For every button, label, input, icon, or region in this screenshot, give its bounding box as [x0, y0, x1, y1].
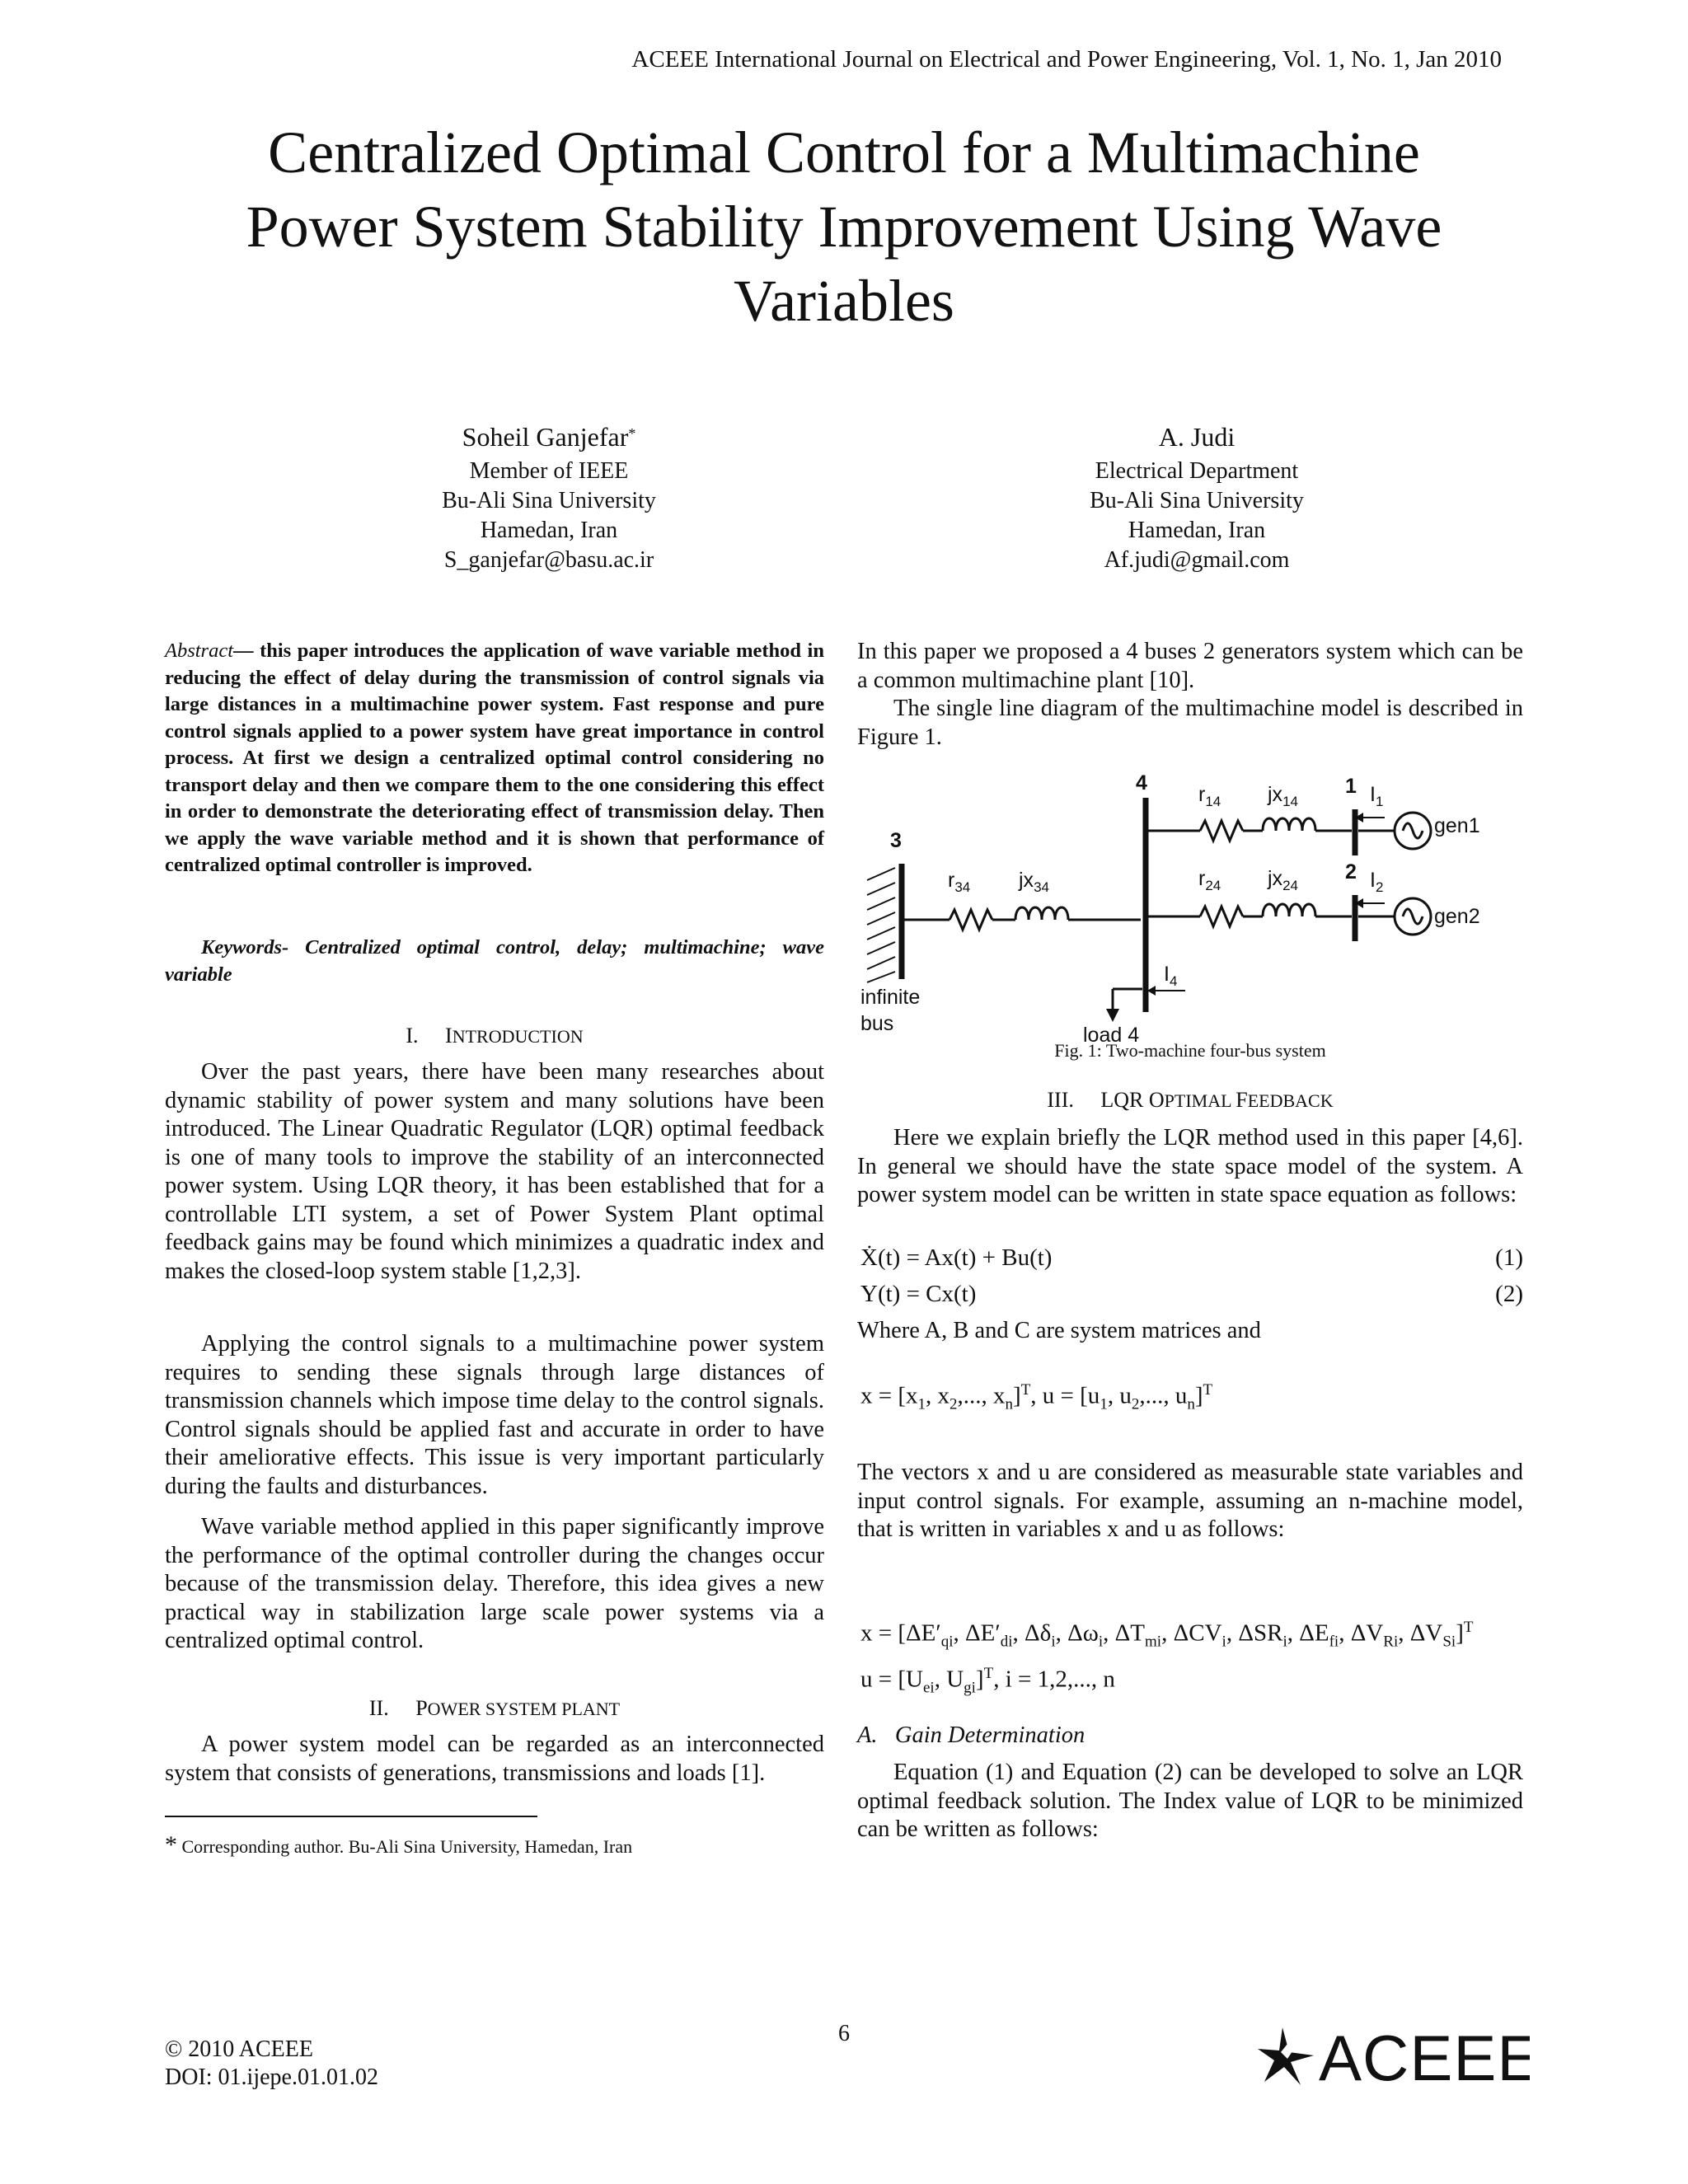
author-block-1 — [302, 422, 796, 575]
author-affiliation: Bu-Ali Sina University — [442, 488, 656, 513]
abstract-lead: Abstract — [165, 640, 234, 662]
equation-state-vector: $x = [\Delta E'_{qi}$, $\Delta E'_{di}$, $\Delta\delta_i$, $\Delta\omega_i$, $\Delta T_{mi}$, $\Delta CV_i$, $\Delta SR_i$, $\Delta E_{fi}$, $\Delta V_{Ri}$, $\Delta V_{Si}]^T$ — [860, 1619, 1474, 1651]
load-arrow — [1106, 1009, 1119, 1022]
inductor-jx34 — [1015, 907, 1068, 920]
footnote: * Corresponding author. Bu-Ali Sina University, Hamedan, Iran — [165, 1831, 633, 1858]
star-icon — [1258, 2027, 1314, 2085]
gain-paragraph: Equation (1) and Equation (2) can be developed to solve an LQR optimal feedback solution. The Index value of LQR to be minimized can be written as follows: — [857, 1760, 1523, 1842]
equation-input-vector: $u = [U_{ei}$, $U_{gi}]^T$, i = 1,2,..., n — [860, 1665, 1115, 1697]
label-bus: bus — [860, 1012, 894, 1035]
author-name: A. Judi — [1158, 422, 1236, 452]
abstract — [165, 638, 824, 879]
author-email: S_ganjefar@basu.ac.ir — [443, 547, 654, 573]
infinite-bus-hatch — [867, 868, 895, 982]
keywords: Keywords- Centralized optimal control, delay; multimachine; wave variable — [165, 936, 824, 986]
label-r14: $r_{14}$ — [1198, 783, 1221, 809]
author-block-2 — [950, 422, 1444, 575]
paper-title — [165, 115, 1523, 338]
equation-2: Y(t) = Cx(t) — [860, 1281, 977, 1307]
right-intro-paragraph-1: In this paper we proposed a 4 buses 2 generators system which can be a common multimachine plant [10]. — [857, 639, 1523, 693]
running-header: ACEEE International Journal on Electrical and Power Engineering, Vol. 1, No. 1, Jan 2010 — [631, 46, 1502, 73]
intro-paragraph-3: Wave variable method applied in this paper significantly improve the performance of the optimal controller during the changes occur because of the transmission delay. Therefore, this idea gives a new practical way in stabilization large scale power systems via a centralized optimal control. — [165, 1514, 824, 1653]
section-heading-plant: II. POWER SYSTEM PLANT — [368, 1696, 621, 1720]
equation-2-number: (2) — [1495, 1281, 1523, 1307]
plant-paragraph: A power system model can be regarded as an interconnected system that consists of generations, transmissions and loads [1]. — [165, 1732, 824, 1786]
vectors-paragraph: The vectors x and u are considered as measurable state variables and input control signals. For example, assuming an n-machine model, that is written in variables x and u as follows: — [857, 1460, 1523, 1542]
aceee-logo-mark — [1258, 2019, 1530, 2090]
title-line: Power System Stability Improvement Using Wave — [246, 194, 1442, 260]
figure-1-caption: Fig. 1: Two-machine four-bus system — [1054, 1040, 1326, 1061]
equation-1-number: (1) — [1495, 1244, 1523, 1271]
author-mark: * — [628, 425, 636, 442]
label-i4: $I_4$ — [1164, 963, 1178, 989]
lqr-paragraph: Here we explain briefly the LQR method used in this paper [4,6]. In general we should have the state space model of the system. A power system model can be written in state space equation as follows: — [857, 1125, 1523, 1207]
inductor-jx24 — [1263, 904, 1315, 916]
generator-2-sine — [1403, 909, 1423, 924]
author-affiliation: Electrical Department — [1095, 458, 1299, 484]
inductor-jx14 — [1263, 818, 1315, 831]
resistor-r14 — [1200, 821, 1243, 841]
label-r34: $r_{34}$ — [948, 869, 971, 895]
author-affiliation: Hamedan, Iran — [480, 518, 618, 543]
label-r24: $r_{24}$ — [1198, 867, 1221, 893]
doi: DOI: 01.ijepe.01.01.02 — [165, 2064, 378, 2090]
label-bus-3: 3 — [890, 829, 902, 852]
author-name: Soheil Ganjefar — [462, 422, 629, 452]
resistor-r24 — [1200, 907, 1243, 926]
equation-vectors-xu: $x = [x_1$, $x_2$,..., $x_n]^T$, $u = [u_1$, $u_2$,..., $u_n]^T$ — [860, 1381, 1213, 1413]
title-line: Variables — [734, 268, 954, 334]
label-jx34: $jx_{34}$ — [1019, 869, 1049, 895]
label-bus-2: 2 — [1345, 860, 1357, 883]
label-i1: $I_1$ — [1370, 783, 1384, 809]
label-bus-4: 4 — [1136, 771, 1147, 794]
label-gen1: gen1 — [1434, 814, 1480, 837]
resistor-r34 — [950, 910, 992, 930]
label-gen2: gen2 — [1434, 905, 1480, 928]
abstract-text: this paper introduces the application of wave variable method in reducing the effect of delay during the transmission of control signals via large distances in a multimachine power system. Fast response and pure control signals applied to a power system have great importance in control process. At first we design a centralized optimal control considering no transport delay and then we compare them to the one considering this effect in order to demonstrate the deteriorating effect of transmission delay. Then we apply the wave variable method and it is shown that performance of centralized optimal controller is improved. — [165, 640, 824, 876]
label-load-4: load 4 — [1083, 1024, 1140, 1047]
generator-1-sine — [1403, 823, 1423, 838]
section-heading-intro: I. INTRODUCTION — [406, 1024, 584, 1047]
label-jx14: $jx_{14}$ — [1268, 783, 1298, 809]
equation-1: Ẋ(t) = Ax(t) + Bu(t) — [860, 1244, 1053, 1271]
section-heading-lqr: III. LQR OPTIMAL FEEDBACK — [1047, 1088, 1334, 1112]
aceee-logo — [1258, 2019, 1530, 2090]
right-intro-paragraph-2: The single line diagram of the multimachine model is described in Figure 1. — [857, 696, 1523, 750]
page-number: 6 — [838, 2021, 850, 2046]
figure-1-diagram — [857, 765, 1533, 1053]
label-bus-1: 1 — [1345, 775, 1357, 798]
label-infinite: infinite — [860, 986, 921, 1009]
footnote-rule — [165, 1816, 537, 1817]
title-line: Centralized Optimal Control for a Multimachine — [268, 120, 1420, 185]
label-i2: $I_2$ — [1370, 869, 1384, 895]
subsection-heading: A. Gain Determination — [857, 1722, 1085, 1748]
copyright: © 2010 ACEEE — [165, 2036, 313, 2062]
intro-paragraph-1: Over the past years, there have been many researches about dynamic stability of power system and many solutions have been introduced. The Linear Quadratic Regulator (LQR) optimal feedback is one of many tools to improve the stability of an interconnected power system. Using LQR theory, it has been established that for a controllable LTI system, a set of Power System Plant optimal feedback gains may be found which minimizes a quadratic index and makes the closed-loop system stable [1,2,3]. — [165, 1059, 824, 1284]
intro-paragraph-2: Applying the control signals to a multimachine power system requires to sending these signals through large distances of transmission channels which impose time delay to the control signals. Control signals should be applied fast and accurate in order to have their ameliorative effects. This issue is very important particularly during the faults and disturbances. — [165, 1331, 824, 1499]
author-email: Af.judi@gmail.com — [1104, 547, 1290, 573]
author-affiliation: Member of IEEE — [469, 458, 629, 484]
abstract-dash: — — [233, 640, 254, 662]
author-affiliation: Hamedan, Iran — [1128, 518, 1266, 543]
author-affiliation: Bu-Ali Sina University — [1090, 488, 1304, 513]
label-jx24: $jx_{24}$ — [1268, 867, 1298, 893]
where-text: Where A, B and C are system matrices and — [857, 1318, 1261, 1343]
copyright-block — [165, 2036, 378, 2092]
logo-text: ACEEE — [1319, 2022, 1530, 2090]
